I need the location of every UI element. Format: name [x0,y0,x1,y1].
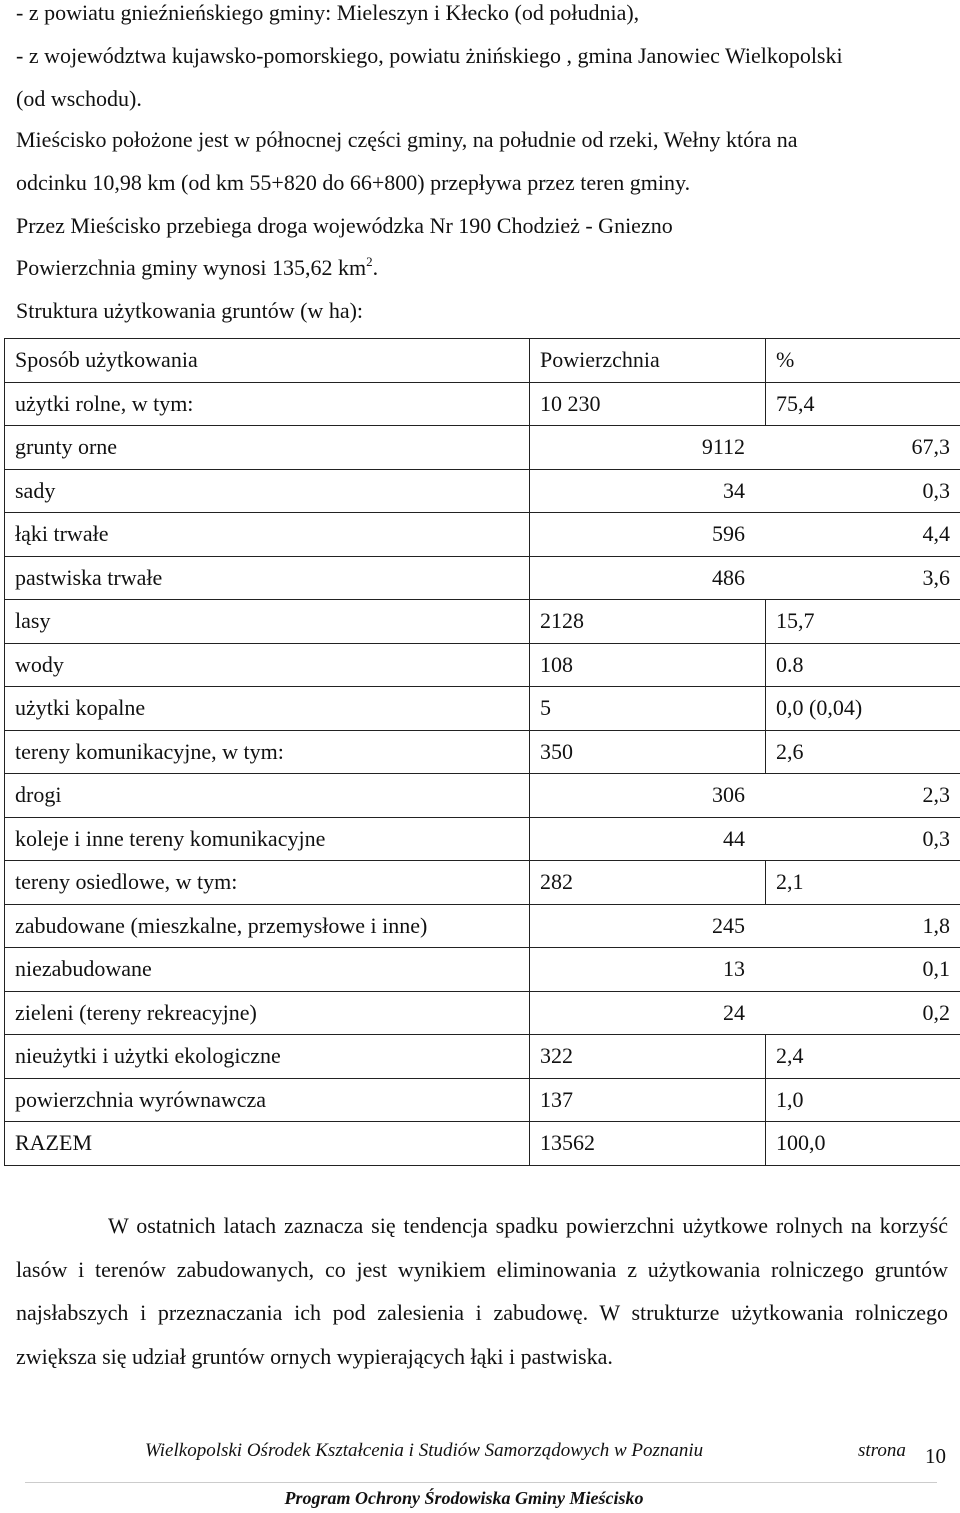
row-label: łąki trwałe [5,513,530,557]
row-area: 5 [530,687,766,731]
land-use-table [4,338,960,1166]
row-area: 108 [530,643,766,687]
row-label: sady [5,469,530,513]
table-row [5,1035,960,1079]
row-values [530,426,960,470]
row-label: grunty orne [5,426,530,470]
footer-divider [25,1482,937,1483]
table-row [5,469,960,513]
table-row [5,817,960,861]
table-row [5,687,960,731]
row-percent: 0,3 [922,477,950,503]
row-label: powierzchnia wyrównawcza [5,1078,530,1122]
summary-paragraph [16,1204,948,1378]
row-area: 13562 [530,1122,766,1166]
row-percent: 2,4 [766,1035,960,1079]
table-row [5,556,960,600]
row-label: użytki rolne, w tym: [5,382,530,426]
row-values [530,556,960,600]
row-values [530,513,960,557]
table-row [5,948,960,992]
row-area: 2128 [530,600,766,644]
row-percent: 0,3 [922,825,950,851]
intro-line-5: odcinku 10,98 km (od km 55+820 do 66+800) przepływa przez teren gminy. [16,170,691,195]
table-row [5,861,960,905]
intro-line-4: Mieścisko położone jest w północnej części gminy, na południe od rzeki, Wełny która na [16,127,798,152]
intro-line-6: Przez Mieścisko przebiega droga wojewódzka Nr 190 Chodzież - Gniezno [16,213,673,238]
row-area: 350 [530,730,766,774]
row-area: 486 [712,564,745,590]
row-area: 137 [530,1078,766,1122]
row-values [530,774,960,818]
row-label: RAZEM [5,1122,530,1166]
row-area: 44 [723,825,745,851]
row-label: pastwiska trwałe [5,556,530,600]
row-area: 9112 [701,434,745,460]
table-row [5,774,960,818]
row-label: tereny osiedlowe, w tym: [5,861,530,905]
row-area: 596 [712,521,745,547]
row-values [530,817,960,861]
table-row [5,1122,960,1166]
row-area: 282 [530,861,766,905]
row-percent: 100,0 [766,1122,960,1166]
table-header-row [5,339,960,383]
row-percent: 4,4 [922,521,950,547]
row-values [530,948,960,992]
row-area: 245 [712,912,745,938]
row-label: zabudowane (mieszkalne, przemysłowe i inne) [5,904,530,948]
row-percent: 75,4 [766,382,960,426]
row-area: 322 [530,1035,766,1079]
intro-line-3: (od wschodu). [16,86,142,111]
row-percent: 15,7 [766,600,960,644]
row-area: 10 230 [530,382,766,426]
summary-text: W ostatnich latach zaznacza się tendencja spadku powierzchni użytkowe rolnych na korzyść lasów i terenów zabudowanych, co jest wynikiem eliminowania z użytkowania rolniczego gruntów najsłabszych i przeznaczania ich pod zalesienia i zabudowę. W strukturze użytkowania rolniczego zwiększa się udział gruntów ornych wypierających łąki i pastwiska. [16,1213,948,1369]
row-percent: 2,3 [922,782,950,808]
table-row [5,991,960,1035]
area-text: Powierzchnia gminy wynosi 135,62 km [16,255,367,280]
header-cell-percent: % [766,339,960,383]
row-percent: 0,1 [922,956,950,982]
row-percent: 1,0 [766,1078,960,1122]
row-label: tereny komunikacyjne, w tym: [5,730,530,774]
area-tail: . [372,255,379,280]
row-area: 306 [712,782,745,808]
row-label: użytki kopalne [5,687,530,731]
area-line [16,255,378,281]
footer-page-number: 10 [925,1444,946,1468]
row-label: niezabudowane [5,948,530,992]
header-cell-area: Powierzchnia [530,339,766,383]
row-label: nieużytki i użytki ekologiczne [5,1035,530,1079]
row-percent: 2,1 [766,861,960,905]
row-percent: 67,3 [911,434,950,460]
footer-page-word: strona [858,1440,906,1461]
header-cell-usage: Sposób użytkowania [5,339,530,383]
row-percent: 0,0 (0,04) [766,687,960,731]
row-area: 34 [723,477,745,503]
table-row [5,600,960,644]
row-label: koleje i inne tereny komunikacyjne [5,817,530,861]
intro-line-1: - z powiatu gnieźnieńskiego gminy: Mieleszyn i Kłecko (od południa), [16,0,640,25]
row-values [530,469,960,513]
table-row [5,513,960,557]
table-row [5,730,960,774]
area-superscript: 2 [366,254,373,269]
footer-program [0,1488,960,1509]
structure-title: Struktura użytkowania gruntów (w ha): [16,298,364,323]
row-percent: 2,6 [766,730,960,774]
table-row [5,1078,960,1122]
row-percent: 0.8 [766,643,960,687]
table-row [5,382,960,426]
table-row [5,643,960,687]
row-percent: 3,6 [922,564,950,590]
table-row [5,904,960,948]
row-label: drogi [5,774,530,818]
row-area: 24 [723,999,745,1025]
row-values [530,991,960,1035]
row-values [530,904,960,948]
table-row [5,426,960,470]
footer-program-title: Program Ochrony Środowiska Gminy Mieścisko [284,1488,644,1508]
footer-institution: Wielkopolski Ośrodek Kształcenia i Studiów Samorządowych w Poznaniu [145,1440,704,1461]
row-area: 13 [723,956,745,982]
row-label: wody [5,643,530,687]
row-percent: 1,8 [922,912,950,938]
row-label: lasy [5,600,530,644]
row-label: zieleni (tereny rekreacyjne) [5,991,530,1035]
row-percent: 0,2 [922,999,950,1025]
intro-line-2: - z województwa kujawsko-pomorskiego, powiatu żnińskiego , gmina Janowiec Wielkopolski [16,43,843,68]
